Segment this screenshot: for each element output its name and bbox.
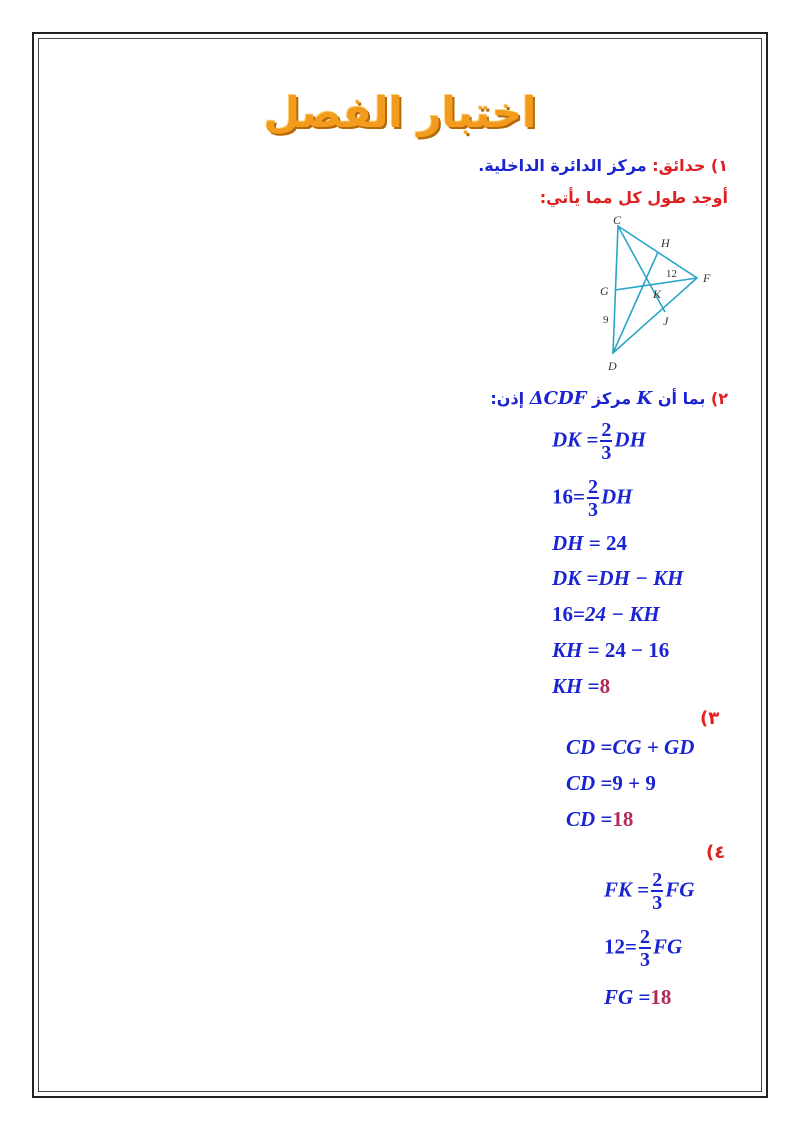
label-12: 12 [666,268,677,280]
q2-triangle: ΔCDF [529,388,587,409]
label-k: K [653,287,662,301]
q2-header [490,388,728,409]
fraction: $\frac{2}{3}$ [652,869,663,914]
label-f: F [703,271,711,285]
q2-prefix: ٢) [710,389,728,408]
q2-text-b: مركز [586,389,637,408]
q2-eq-4: DK =DH − KH [552,566,684,590]
answer-value: 8 [599,674,611,698]
q2-eq-6: KH = 24 − 16 [552,638,670,662]
q3-eq-1: CD =CG + GD [566,735,695,759]
q3-label: (٣ [700,708,720,729]
q4-eq-2: 12= $\frac{2}{3}$ FG [604,926,683,971]
fraction: $\frac{2}{3}$ [639,926,650,971]
fraction: $\frac{2}{3}$ [587,476,598,521]
q2-eq-3: DH = 24 [552,531,627,555]
q1-line1 [478,156,728,175]
label-g: G [600,284,609,298]
q2-eq-7: KH =8 [552,674,611,698]
q2-text-a: بما أن [652,389,711,408]
q2-var-k: K [636,388,653,409]
label-c: C [613,213,622,227]
label-9: 9 [603,314,609,326]
q2-eq-5: 16=24 − KH [552,602,660,626]
q4-eq-1: FK = $\frac{2}{3}$ FG [604,869,695,914]
q4-eq-3: FG =18 [604,985,672,1009]
page-title: اختبار الفصل [263,88,537,137]
answer-value: 18 [612,807,634,831]
q2-eq-1: DK = $\frac{2}{3}$ DH [552,419,646,464]
label-j: J [663,314,669,328]
q1-prefix: ١) حدائق: [652,156,728,175]
median-dh [613,252,658,353]
q3-eq-3: CD =18 [566,807,634,831]
q1-line2: أوجد طول كل مما يأتي: [539,188,728,207]
q4-label: (٤ [706,842,726,863]
q2-text-c: إذن: [490,389,530,408]
label-h: H [661,236,670,250]
fraction: $\frac{2}{3}$ [601,419,612,464]
q2-eq-2: 16= $\frac{2}{3}$ DH [552,476,633,521]
label-d: D [608,359,617,373]
q3-eq-2: CD =9 + 9 [566,771,656,795]
answer-value: 18 [650,985,672,1009]
q1-body: مركز الدائرة الداخلية. [478,156,653,175]
triangle-diagram [590,212,730,377]
